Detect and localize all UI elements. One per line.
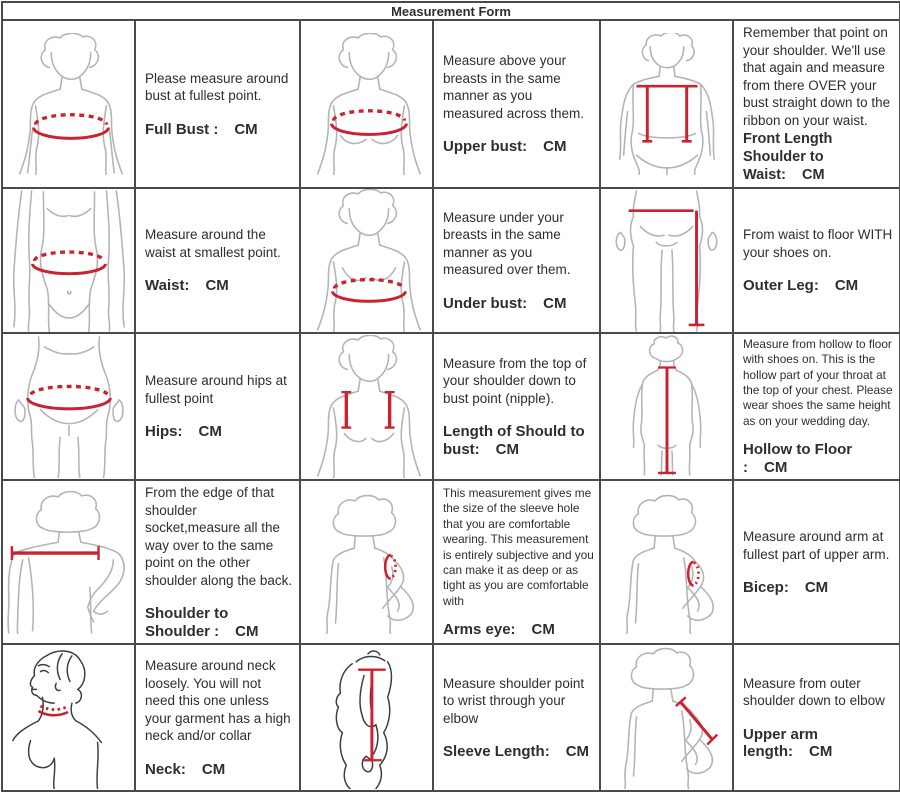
neck-label: Neck: CM	[145, 760, 226, 778]
full-bust-label: Full Bust : CM	[145, 120, 258, 138]
outer-leg-figure	[600, 188, 733, 333]
hollow-to-floor-unit: CM	[764, 458, 788, 476]
hollow-to-floor-description: Measure from hollow to floor with shoes on. This is the hollow part of your throat at the top of your chest. Please wear shoes the same height as on your wedding day.	[743, 336, 893, 428]
upper-bust-label: Upper bust: CM	[443, 138, 567, 156]
arms-eye-description: This measurement gives me the size of the sleeve hole that you are comfortable wearing. This measurement is entirely subjective and you can make it as deep or as tight as you are comfortable with	[443, 485, 594, 608]
hips-unit: CM	[198, 423, 222, 441]
shoulder-to-bust-cell	[433, 333, 600, 480]
upper-bust-cell	[433, 20, 600, 188]
waist-label: Waist: CM	[145, 277, 229, 295]
waist-unit: CM	[205, 277, 229, 295]
sleeve-length-label: Sleeve Length: CM	[443, 743, 590, 761]
upper-arm-length-cell	[733, 644, 900, 791]
hollow-to-floor-label: Hollow to Floor : CM	[743, 441, 853, 476]
front-length-cell	[733, 20, 900, 188]
under-bust-figure	[300, 188, 433, 333]
hollow-to-floor-cell	[733, 333, 900, 480]
arms-eye-unit: CM	[531, 621, 555, 639]
outer-leg-cell	[733, 188, 900, 333]
neck-unit: CM	[201, 760, 226, 778]
sleeve-length-figure	[300, 644, 433, 791]
front-length-label: Front Length Shoulder to Waist: CM	[743, 131, 833, 183]
full-bust-unit: CM	[234, 120, 258, 138]
arms-eye-figure	[300, 480, 433, 644]
under-bust-unit: CM	[543, 294, 567, 312]
shoulder-to-shoulder-description: From the edge of that shoulder socket,measure all the way over to the same point on the other shoulder along the back.	[145, 485, 293, 588]
waist-figure	[2, 188, 135, 333]
shoulder-to-bust-figure	[300, 333, 433, 480]
bicep-label: Bicep: CM	[743, 579, 829, 596]
shoulder-to-shoulder-cell	[135, 480, 300, 644]
upper-arm-length-figure	[600, 644, 733, 791]
upper-bust-figure	[300, 20, 433, 188]
upper-arm-length-description: Measure from outer shoulder down to elbow	[743, 675, 885, 709]
arms-eye-label: Arms eye: CM	[443, 621, 555, 639]
outer-leg-label: Outer Leg: CM	[743, 277, 859, 295]
front-length-description: Remember that point on your shoulder. We'll use that again and measure from there OVER your bust straight down to the ribbon on your waist.	[743, 25, 891, 128]
bicep-description: Measure around arm at fullest part of upper arm.	[743, 529, 890, 562]
hips-description: Measure around hips at fullest point	[145, 373, 287, 406]
hips-label: Hips: CM	[145, 423, 222, 441]
front-length-shoulder-to-waist-figure	[600, 20, 733, 188]
shoulder-to-shoulder-unit: CM	[235, 622, 259, 640]
full-bust-cell	[135, 20, 300, 188]
front-length-unit: CM	[801, 167, 825, 183]
page-title: Measurement Form	[2, 2, 900, 20]
shoulder-to-bust-label: Length of Should to bust: CM	[443, 423, 585, 458]
outer-leg-description: From waist to floor WITH your shoes on.	[743, 227, 893, 260]
measurement-form-table	[1, 1, 900, 792]
waist-description: Measure around the waist at smallest point.	[145, 227, 281, 260]
shoulder-to-shoulder-label: Shoulder to Shoulder : CM	[145, 605, 259, 640]
upper-bust-unit: CM	[543, 138, 567, 156]
shoulder-to-bust-unit: CM	[495, 440, 519, 458]
under-bust-label: Under bust: CM	[443, 294, 567, 312]
full-bust-figure	[2, 20, 135, 188]
shoulder-to-shoulder-figure	[2, 480, 135, 644]
neck-figure	[2, 644, 135, 791]
arms-eye-cell	[433, 480, 600, 644]
hollow-to-floor-figure	[600, 333, 733, 480]
hips-figure	[2, 333, 135, 480]
upper-arm-length-label: Upper arm length: CM	[743, 725, 833, 761]
upper-bust-description: Measure above your breasts in the same manner as you measured across them.	[443, 53, 585, 121]
sleeve-length-description: Measure shoulder point to wrist through your elbow	[443, 675, 585, 726]
upper-arm-length-unit: CM	[809, 743, 833, 761]
neck-description: Measure around neck loosely. You will not need this one unless your garment has a high neck and/or collar	[145, 658, 291, 744]
neck-cell	[135, 644, 300, 791]
under-bust-description: Measure under your breasts in the same manner as you measured over them.	[443, 209, 571, 278]
bicep-unit: CM	[804, 579, 829, 596]
hips-cell	[135, 333, 300, 480]
sleeve-length-unit: CM	[565, 743, 590, 761]
bicep-cell	[733, 480, 900, 644]
bicep-figure	[600, 480, 733, 644]
outer-leg-unit: CM	[834, 277, 859, 295]
under-bust-cell	[433, 188, 600, 333]
full-bust-description: Please measure around bust at fullest point.	[145, 70, 289, 104]
waist-cell	[135, 188, 300, 333]
shoulder-to-bust-description: Measure from the top of your shoulder down to bust point (nipple).	[443, 355, 587, 406]
sleeve-length-cell	[433, 644, 600, 791]
